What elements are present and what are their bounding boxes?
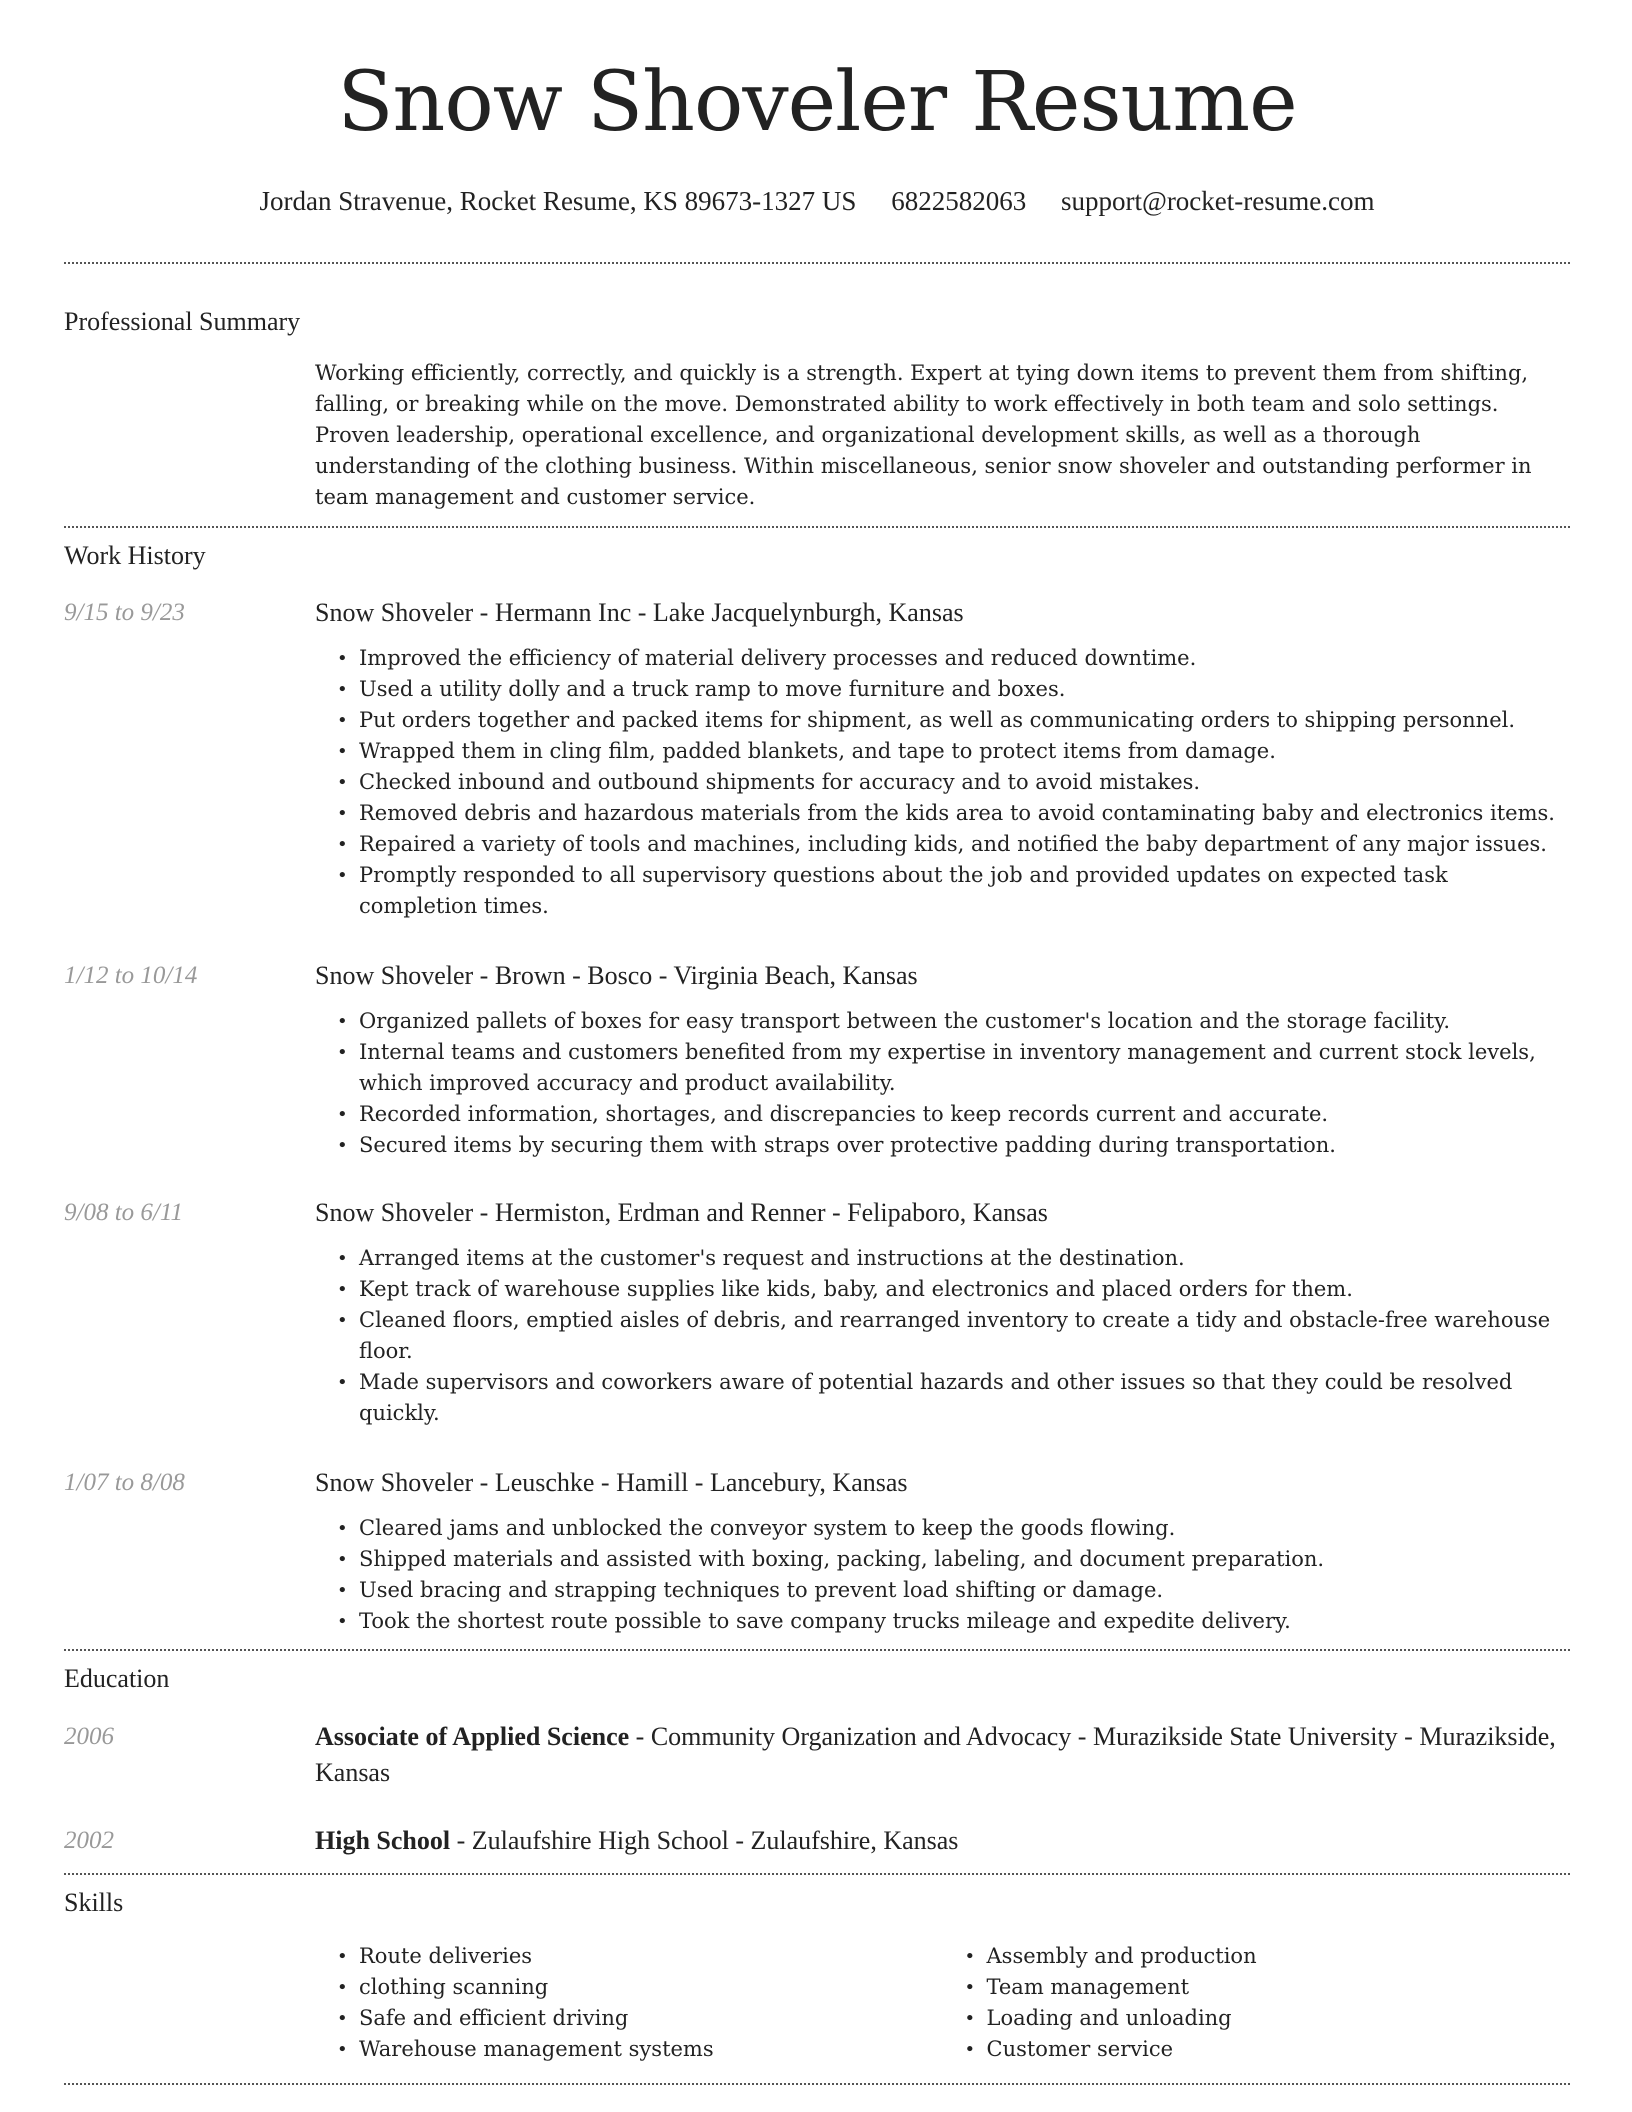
list-item: • Used bracing and strapping techniques to prevent load shifting or damage. bbox=[359, 1575, 1570, 1606]
list-item: • Promptly responded to all supervisory questions about the job and provided updates on expected task completion times. bbox=[359, 860, 1570, 922]
list-item: • Warehouse management systems bbox=[359, 2034, 943, 2065]
education-details: - Community Organization and Advocacy - Murazikside State University - Murazikside, Kansas bbox=[315, 1722, 1556, 1787]
list-item: • Improved the efficiency of material delivery processes and reduced downtime. bbox=[359, 643, 1570, 674]
job-bullets bbox=[315, 643, 1570, 922]
contact-address: Jordan Stravenue, Rocket Resume, KS 89673-1327 US bbox=[259, 186, 857, 216]
education-entry bbox=[64, 1823, 1570, 1859]
list-item: • Wrapped them in cling film, padded blankets, and tape to protect items from damage. bbox=[359, 736, 1570, 767]
education-heading: Education bbox=[64, 1664, 170, 1693]
job-dates: 9/08 to 6/11 bbox=[64, 1199, 183, 1226]
skills-heading: Skills bbox=[64, 1888, 124, 1917]
divider bbox=[64, 2083, 1570, 2085]
list-item: • Cleared jams and unblocked the conveyor system to keep the goods flowing. bbox=[359, 1513, 1570, 1544]
job-title: Snow Shoveler - Brown - Bosco - Virginia Beach, Kansas bbox=[315, 961, 918, 990]
list-item: • Recorded information, shortages, and discrepancies to keep records current and accurate. bbox=[359, 1099, 1570, 1130]
education-details: - Zulaufshire High School - Zulaufshire, Kansas bbox=[450, 1826, 959, 1855]
job-bullets bbox=[315, 1513, 1570, 1637]
job-bullets bbox=[315, 1006, 1570, 1161]
job-dates: 1/07 to 8/08 bbox=[64, 1469, 185, 1496]
list-item: • Team management bbox=[987, 1972, 1571, 2003]
education-degree: High School bbox=[315, 1826, 451, 1855]
list-item: • Kept track of warehouse supplies like kids, baby, and electronics and placed orders for them. bbox=[359, 1274, 1570, 1305]
list-item: • Shipped materials and assisted with boxing, packing, labeling, and document preparation. bbox=[359, 1544, 1570, 1575]
list-item: • Took the shortest route possible to save company trucks mileage and expedite delivery. bbox=[359, 1606, 1570, 1637]
divider bbox=[64, 1649, 1570, 1651]
job-entry bbox=[64, 1195, 1570, 1429]
list-item: • Internal teams and customers benefited from my expertise in inventory management and current stock levels, which improved accuracy and product availability. bbox=[359, 1037, 1570, 1099]
list-item: • Route deliveries bbox=[359, 1941, 943, 1972]
job-bullets bbox=[315, 1243, 1570, 1429]
divider bbox=[64, 1873, 1570, 1875]
education-degree: Associate of Applied Science bbox=[315, 1722, 630, 1751]
work-history-heading: Work History bbox=[64, 541, 206, 570]
summary-text: Working efficiently, correctly, and quickly is a strength. Expert at tying down items to prevent them from shifting, falling, or breaking while on the move. Demonstrated ability to work effectively in both team and solo settings. Proven leadership, operational excellence, and organizational development skills, as well as a thorough understanding of the clothing business. Within miscellaneous, senior snow shoveler and outstanding performer in team management and customer service. bbox=[315, 361, 1532, 509]
divider bbox=[64, 526, 1570, 528]
job-title: Snow Shoveler - Hermiston, Erdman and Renner - Felipaboro, Kansas bbox=[315, 1198, 1048, 1227]
list-item: • Removed debris and hazardous materials from the kids area to avoid contaminating baby and electronics items. bbox=[359, 798, 1570, 829]
skills-column-left bbox=[315, 1941, 943, 2065]
resume-page bbox=[64, 0, 1570, 2085]
skills-column-right bbox=[943, 1941, 1571, 2065]
education-year: 2002 bbox=[64, 1827, 114, 1854]
contact-phone: 6822582063 bbox=[891, 186, 1027, 216]
job-dates: 9/15 to 9/23 bbox=[64, 599, 185, 626]
list-item: • Put orders together and packed items for shipment, as well as communicating orders to shipping personnel. bbox=[359, 705, 1570, 736]
list-item: • Checked inbound and outbound shipments for accuracy and to avoid mistakes. bbox=[359, 767, 1570, 798]
list-item: • Secured items by securing them with straps over protective padding during transportation. bbox=[359, 1130, 1570, 1161]
job-entry bbox=[64, 595, 1570, 922]
list-item: • clothing scanning bbox=[359, 1972, 943, 2003]
list-item: • Repaired a variety of tools and machines, including kids, and notified the baby department of any major issues. bbox=[359, 829, 1570, 860]
list-item: • Cleaned floors, emptied aisles of debris, and rearranged inventory to create a tidy and obstacle-free warehouse floor. bbox=[359, 1305, 1570, 1367]
education-entry bbox=[64, 1719, 1570, 1791]
list-item: • Customer service bbox=[987, 2034, 1571, 2065]
contact-email: support@rocket-resume.com bbox=[1060, 186, 1375, 216]
list-item: • Assembly and production bbox=[987, 1941, 1571, 1972]
resume-title: Snow Shoveler Resume bbox=[337, 55, 1297, 150]
divider bbox=[64, 262, 1570, 264]
list-item: • Loading and unloading bbox=[987, 2003, 1571, 2034]
skills-list bbox=[315, 1929, 1570, 2065]
list-item: • Made supervisors and coworkers aware of potential hazards and other issues so that they could be resolved quickly. bbox=[359, 1367, 1570, 1429]
list-item: • Used a utility dolly and a truck ramp to move furniture and boxes. bbox=[359, 674, 1570, 705]
list-item: • Organized pallets of boxes for easy transport between the customer's location and the storage facility. bbox=[359, 1006, 1570, 1037]
contact-line bbox=[64, 184, 1570, 218]
job-entry bbox=[64, 958, 1570, 1161]
job-title: Snow Shoveler - Leuschke - Hamill - Lancebury, Kansas bbox=[315, 1468, 908, 1497]
job-entry bbox=[64, 1465, 1570, 1637]
job-dates: 1/12 to 10/14 bbox=[64, 962, 198, 989]
list-item: • Arranged items at the customer's request and instructions at the destination. bbox=[359, 1243, 1570, 1274]
list-item: • Safe and efficient driving bbox=[359, 2003, 943, 2034]
education-year: 2006 bbox=[64, 1723, 114, 1750]
summary-heading: Professional Summary bbox=[64, 307, 301, 336]
job-title: Snow Shoveler - Hermann Inc - Lake Jacquelynburgh, Kansas bbox=[315, 598, 964, 627]
